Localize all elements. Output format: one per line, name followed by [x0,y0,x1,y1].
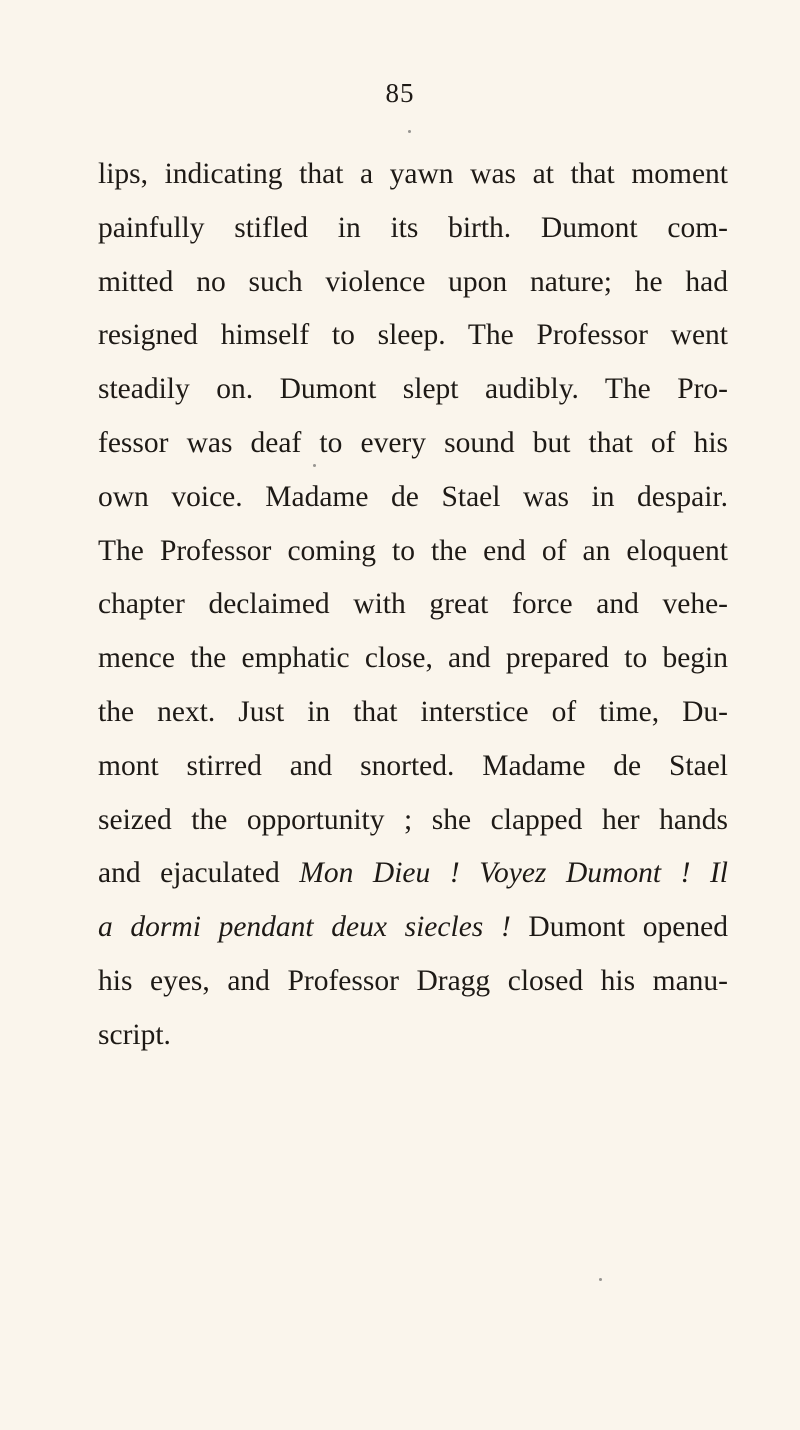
italic-text-segment: Mon Dieu ! Voyez Dumont ! Il [299,857,729,890]
text-line [98,955,728,1009]
text-segment: own voice. Madame de Stael was in despair. [98,480,728,513]
text-line [98,417,728,471]
text-segment: script. [98,1018,171,1051]
text-line [98,794,728,848]
text-line [98,471,728,525]
body-paragraph [98,148,728,1063]
text-line [98,740,728,794]
text-segment: resigned himself to sleep. The Professor went [98,319,728,352]
italic-text-segment: a dormi pendant deux siecles ! [98,911,511,944]
text-line [98,632,728,686]
text-segment: painfully stifled in its birth. Dumont com- [98,211,728,244]
text-segment: fessor was deaf to every sound but that of his [98,426,728,459]
text-segment: chapter declaimed with great force and vehe- [98,588,728,621]
text-segment: Dumont opened [510,911,728,944]
print-speck [313,464,316,467]
text-line [98,256,728,310]
text-segment: mont stirred and snorted. Madame de Stael [98,749,728,782]
text-line [98,578,728,632]
text-line [98,847,728,901]
text-segment: mence the emphatic close, and prepared to begin [98,642,728,675]
text-line [98,148,728,202]
text-line [98,1009,728,1063]
text-segment: his eyes, and Professor Dragg closed his manu- [98,964,728,997]
text-line [98,686,728,740]
text-line [98,309,728,363]
text-line [98,901,728,955]
page-number: 85 [385,78,415,108]
print-speck [408,130,411,133]
text-segment: lips, indicating that a yawn was at that moment [98,158,728,190]
text-segment: and ejaculated [98,857,300,890]
text-segment: seized the opportunity ; she clapped her hands [98,803,728,836]
text-line [98,363,728,417]
text-segment: the next. Just in that interstice of time, Du- [98,695,728,728]
text-segment: mitted no such violence upon nature; he had [98,265,728,298]
text-line [98,202,728,256]
text-segment: The Professor coming to the end of an eloquent [98,534,728,567]
text-line [98,525,728,579]
text-segment: steadily on. Dumont slept audibly. The Pro- [98,373,728,406]
print-speck [599,1278,602,1281]
